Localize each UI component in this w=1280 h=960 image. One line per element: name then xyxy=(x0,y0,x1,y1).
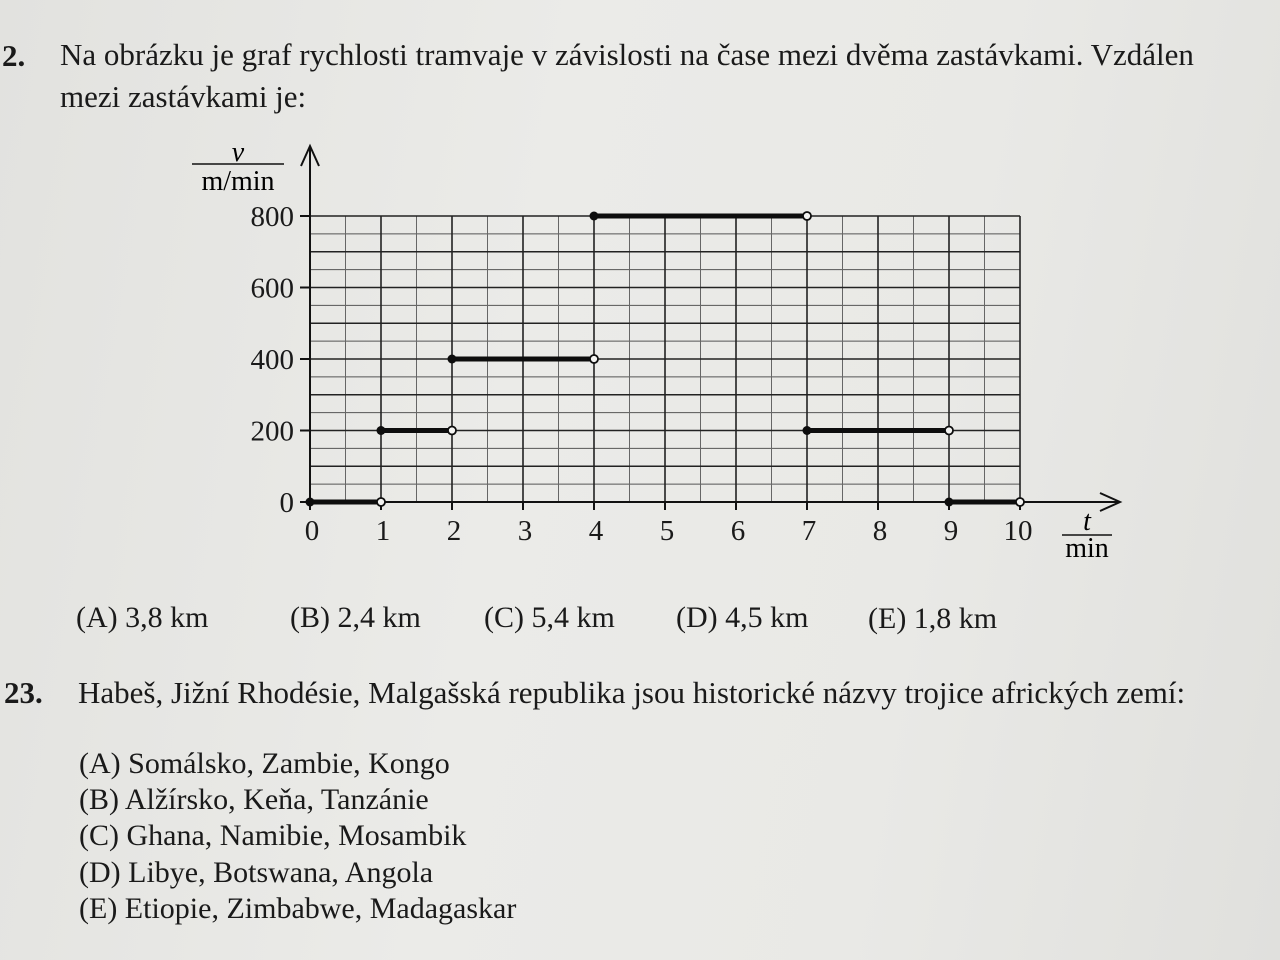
x-tick-label: 2 xyxy=(446,515,462,547)
q22-answer-a[interactable]: (A) 3,8 km xyxy=(76,601,209,634)
q23-answer-d[interactable]: (D) Libye, Botswana, Angola xyxy=(79,856,434,889)
segment-start-point xyxy=(803,426,812,435)
segment-end-point xyxy=(1016,498,1024,506)
y-tick-label: 200 xyxy=(250,415,294,448)
q22-answer-d[interactable]: (D) 4,5 km xyxy=(676,601,809,634)
y-axis-variable: v xyxy=(231,137,245,168)
segment-start-point xyxy=(377,426,386,435)
segment-start-point xyxy=(448,355,457,364)
segment-start-point xyxy=(590,212,599,221)
x-tick-label: 10 xyxy=(1003,515,1033,547)
x-tick-label: 8 xyxy=(872,515,888,547)
y-tick-label: 0 xyxy=(279,487,294,519)
x-tick-label: 5 xyxy=(659,515,675,547)
y-tick-label: 800 xyxy=(250,201,294,233)
x-tick-label: 7 xyxy=(801,515,817,547)
segment-end-point xyxy=(377,498,385,506)
q23-answer-a[interactable]: (A) Somálsko, Zambie, Kongo xyxy=(79,747,450,780)
x-tick-label: 4 xyxy=(588,515,604,547)
x-tick-label: 9 xyxy=(943,515,959,547)
segment-end-point xyxy=(590,355,598,363)
q22-answer-b[interactable]: (B) 2,4 km xyxy=(290,601,421,634)
question-22-text-line1: Na obrázku je graf rychlosti tramvaje v závislosti na čase mezi dvěma zastávkami. Vzdálen xyxy=(60,37,1194,72)
q23-answer-c[interactable]: (C) Ghana, Namibie, Mosambik xyxy=(79,819,467,852)
y-axis-unit: m/min xyxy=(201,166,275,197)
question-22-number: 2. xyxy=(2,38,26,73)
axes xyxy=(300,146,1120,511)
x-tick-label: 1 xyxy=(375,515,391,547)
q23-answer-b[interactable]: (B) Alžírsko, Keňa, Tanzánie xyxy=(79,783,429,816)
x-axis-unit: min xyxy=(1065,533,1109,564)
question-22-text-line2: mezi zastávkami je: xyxy=(60,79,307,114)
q22-answer-c[interactable]: (C) 5,4 km xyxy=(484,601,615,634)
segment-start-point xyxy=(945,498,954,507)
x-tick-label: 6 xyxy=(730,515,746,547)
y-tick-label: 400 xyxy=(250,344,294,376)
x-tick-label: 3 xyxy=(517,515,533,547)
question-23-text: Habeš, Jižní Rhodésie, Malgašská republika jsou historické názvy trojice afrických zemí: xyxy=(78,675,1186,710)
q22-answer-e[interactable]: (E) 1,8 km xyxy=(868,602,998,635)
question-23-number: 23. xyxy=(4,675,43,710)
segment-start-point xyxy=(306,498,315,507)
segment-end-point xyxy=(448,427,456,435)
q23-answer-e[interactable]: (E) Etiopie, Zimbabwe, Madagaskar xyxy=(79,892,517,925)
segment-end-point xyxy=(803,212,811,220)
segment-end-point xyxy=(945,427,953,435)
x-tick-label: 0 xyxy=(304,515,320,547)
y-tick-label: 600 xyxy=(250,272,294,305)
x-axis-variable: t xyxy=(1083,506,1091,537)
